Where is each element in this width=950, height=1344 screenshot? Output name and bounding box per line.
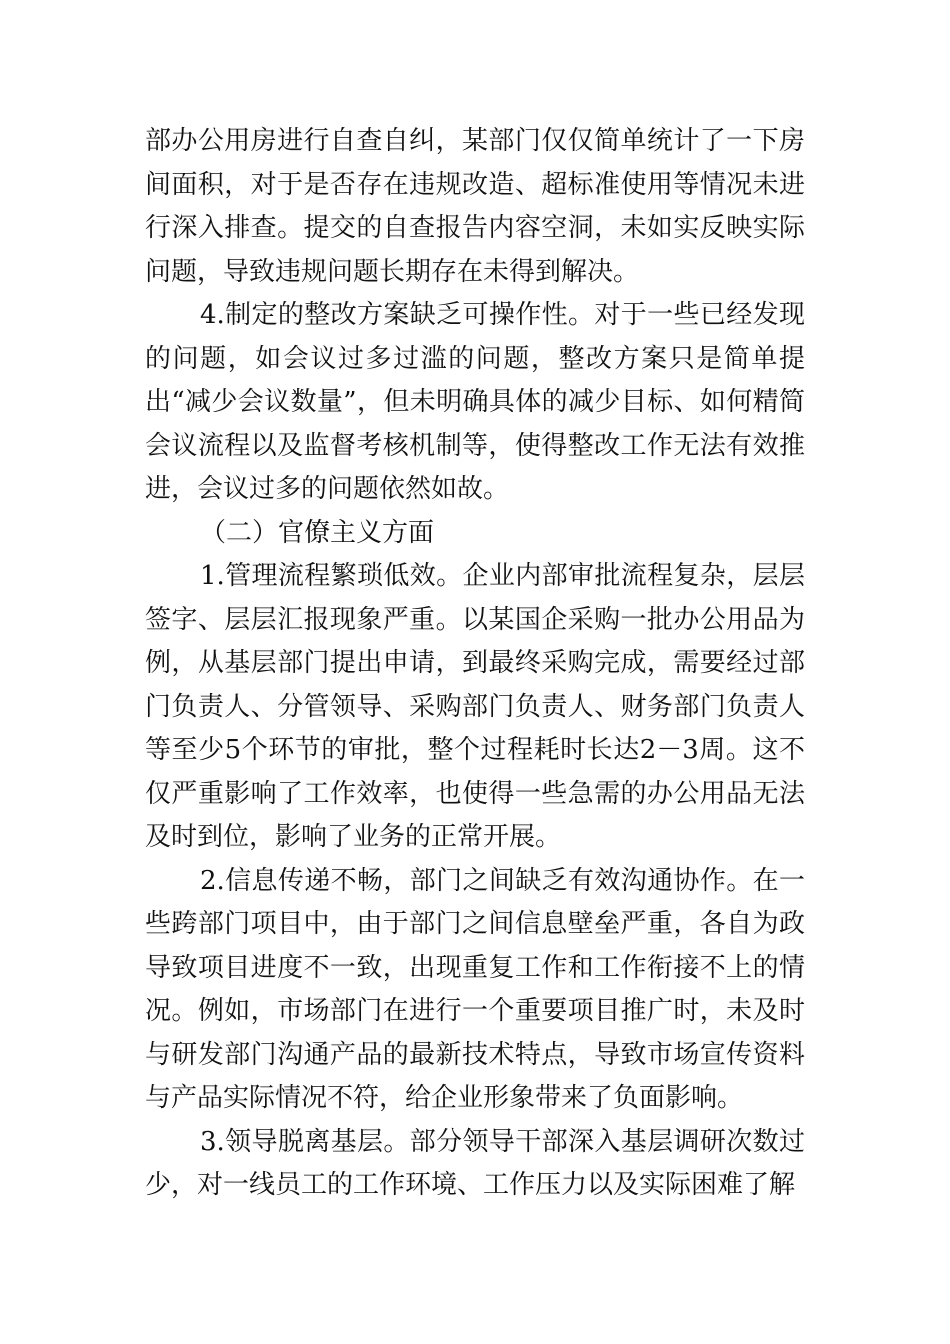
paragraph-item-4: 4.制定的整改方案缺乏可操作性。对于一些已经发现的问题，如会议过多过滥的问题，整改方案只是简单提出“减少会议数量”，但未明确具体的减少目标、如何精简会议流程以及监督考核机制等，使得整改工作无法有效推进，会议过多的问题依然如故。 [145,300,805,504]
paragraph-item-1: 1.管理流程繁琐低效。企业内部审批流程复杂，层层签字、层层汇报现象严重。以某国企采购一批办公用品为例，从基层部门提出申请，到最终采购完成，需要经过部门负责人、分管领导、采购部门负责人、财务部门负责人等至少5个环节的审批，整个过程耗时长达2－3周。这不仅严重影响了工作效率，也使得一些急需的办公用品无法及时到位，影响了业务的正常开展。 [145,561,805,852]
section-heading: （二）官僚主义方面 [200,517,435,548]
paragraph-continued: 部办公用房进行自查自纠，某部门仅仅简单统计了一下房间面积，对于是否存在违规改造、超标准使用等情况未进行深入排查。提交的自查报告内容空洞，未如实反映实际问题，导致违规问题长期存在未得到解决。 [145,126,805,287]
document-page [145,120,805,1208]
paragraph-item-2: 2.信息传递不畅，部门之间缺乏有效沟通协作。在一些跨部门项目中，由于部门之间信息壁垒严重，各自为政导致项目进度不一致，出现重复工作和工作衔接不上的情况。例如，市场部门在进行一个重要项目推广时，未及时与研发部门沟通产品的最新技术特点，导致市场宣传资料与产品实际情况不符，给企业形象带来了负面影响。 [145,865,805,1113]
paragraph-item-3: 3.领导脱离基层。部分领导干部深入基层调研次数过少，对一线员工的工作环境、工作压力以及实际困难了解 [145,1126,805,1200]
